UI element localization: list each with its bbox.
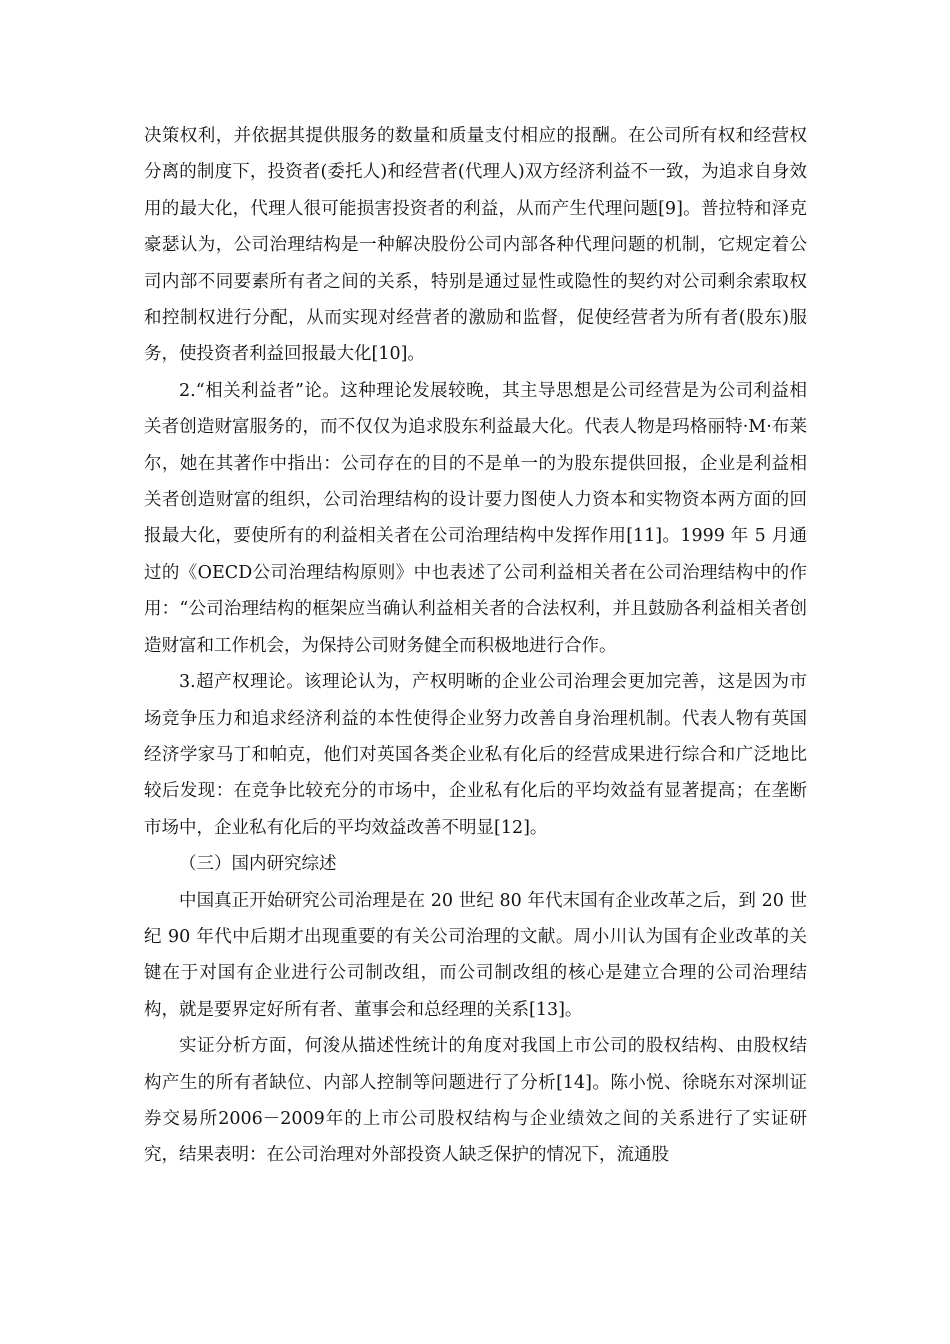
section-heading-domestic-review: （三）国内研究综述 (179, 854, 337, 875)
paragraph-super-property-rights-theory: 3.超产权理论。该理论认为，产权明晰的企业公司治理会更加完善，这是因为市场竞争压力和追求经济利益的本性使得企业努力改善自身治理机制。代表人物有英国经济学家马丁和帕克，他们对英国各类企业私有化后的经营成果进行综合和广泛地比较后发现：在竞争比较充分的市场中，企业私有化后的平均效益有显著提高；在垄断市场中，企业私有化后的平均效益改善不明显[12]。 (144, 672, 807, 838)
document-body (144, 118, 807, 1174)
paragraph-stakeholder-theory: 2.“相关利益者”论。这种理论发展较晚，其主导思想是公司经营是为公司利益相关者创造财富服务的，而不仅仅为追求股东利益最大化。代表人物是玛格丽特·M·布莱尔，她在其著作中指出：公司存在的目的不是单一的为股东提供回报，企业是利益相关者创造财富的组织，公司治理结构的设计要力图使人力资本和实物资本两方面的回报最大化，要使所有的利益相关者在公司治理结构中发挥作用[11]。1999 年 5 月通过的《OECD公司治理结构原则》中也表述了公司利益相关者在公司治理结构中的作用：“公司治理结构的框架应当确认利益相关者的合法权利，并且鼓励各利益相关者创造财富和工作机会，为保持公司财务健全而积极地进行合作。 (144, 380, 807, 656)
paragraph-empirical-analysis: 实证分析方面，何浚从描述性统计的角度对我国上市公司的股权结构、由股权结构产生的所有者缺位、内部人控制等问题进行了分析[14]。陈小悦、徐晓东对深圳证券交易所2006－2009年的上市公司股权结构与企业绩效之间的关系进行了实证研究，结果表明：在公司治理对外部投资人缺乏保护的情况下，流通股 (144, 1036, 807, 1166)
paragraph-domestic-research: 中国真正开始研究公司治理是在 20 世纪 80 年代末国有企业改革之后，到 20 世纪 90 年代中后期才出现重要的有关公司治理的文献。周小川认为国有企业改革的关键在于对国有企业进行公司制改组，而公司制改组的核心是建立合理的公司治理结构，就是要界定好所有者、董事会和总经理的关系[13]。 (144, 890, 807, 1020)
paragraph-agency-theory-continued: 决策权利，并依据其提供服务的数量和质量支付相应的报酬。在公司所有权和经营权分离的制度下，投资者(委托人)和经营者(代理人)双方经济利益不一致，为追求自身效用的最大化，代理人很可能损害投资者的利益，从而产生代理问题[9]。普拉特和泽克豪瑟认为，公司治理结构是一种解决股份公司内部各种代理问题的机制，它规定着公司内部不同要素所有者之间的关系，特别是通过显性或隐性的契约对公司剩余索取权和控制权进行分配，从而实现对经营者的激励和监督，促使经营者为所有者(股东)服务，使投资者利益回报最大化[10]。 (144, 126, 807, 365)
